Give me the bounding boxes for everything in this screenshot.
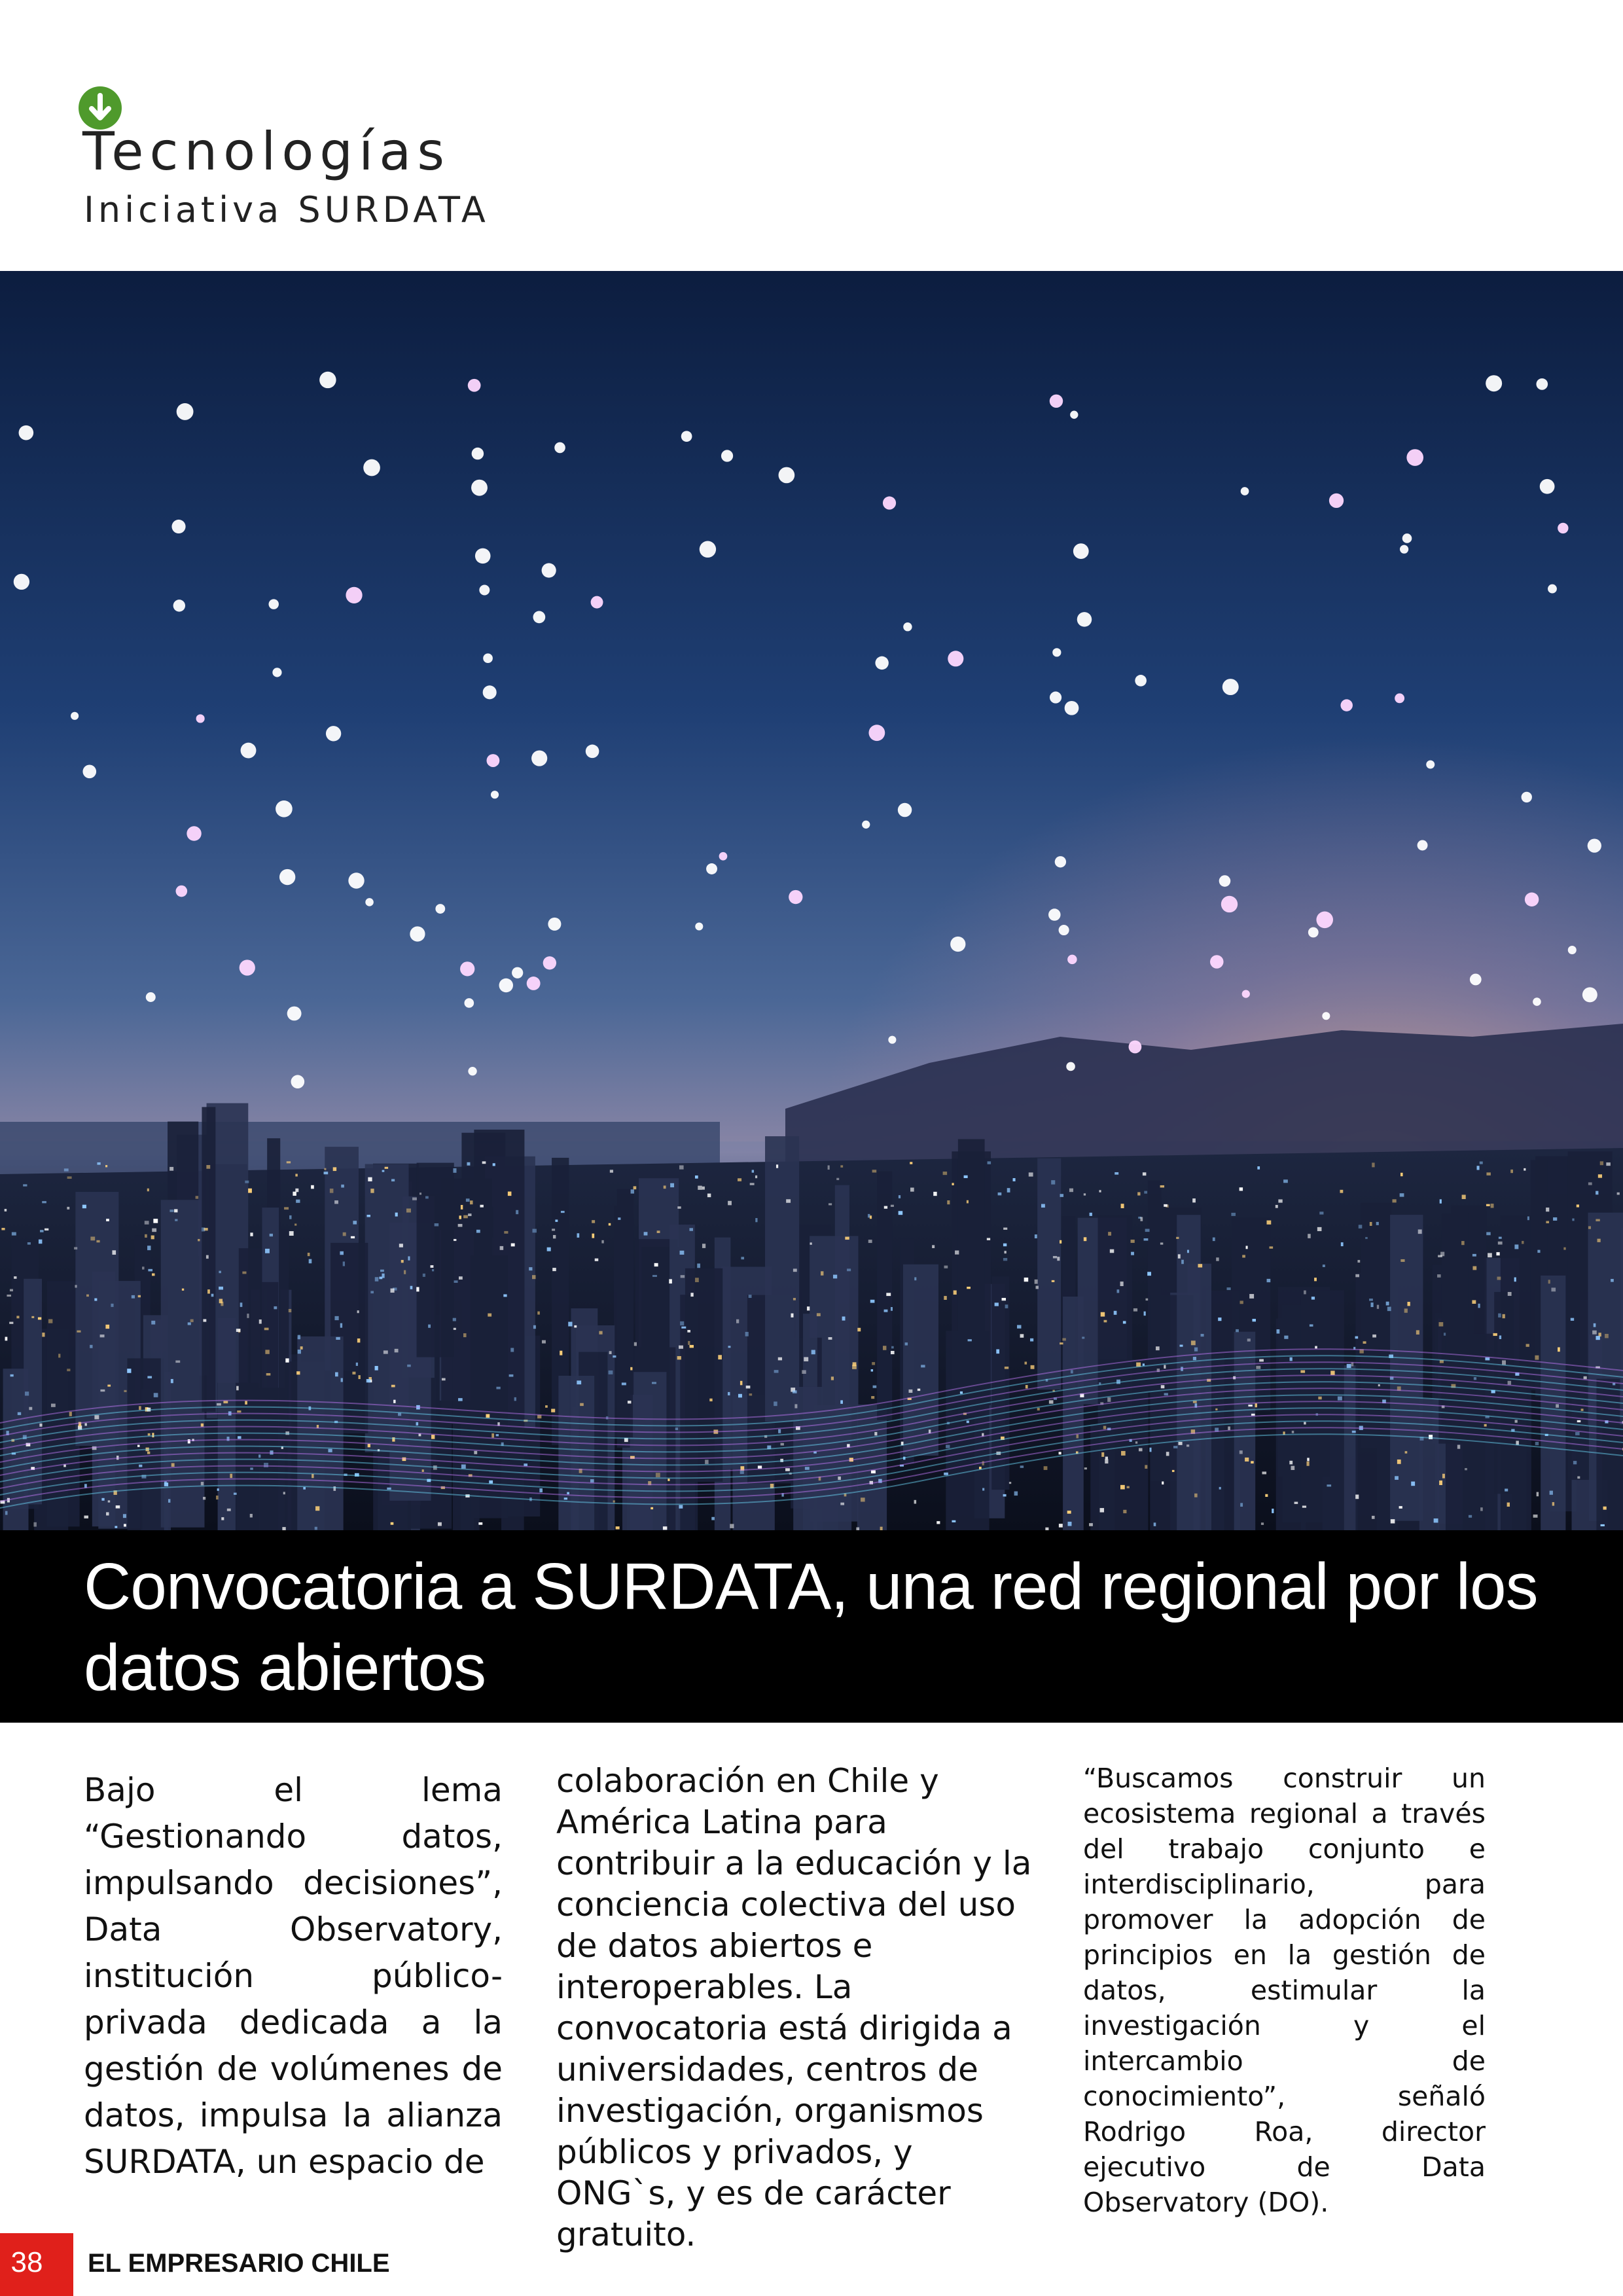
article-column-1: Bajo el lema “Gestionando datos, impulsando decisiones”, Data Observatory, institución público-privada dedicada a la gestión de volúmenes de datos, impulsa la alianza SURDATA, un espacio de (84, 1771, 503, 2181)
article-column-2: colaboración en Chile y América Latina para contribuir a la educación y la conciencia colectiva del uso de datos abiertos e interoperables. La convocatoria está dirigida a universidades, centros de investigación, organismos públicos y privados, y ONG`s, y es de carácter gratuito. (556, 1762, 1032, 2253)
city-data-lights-photo (0, 271, 1623, 1530)
article-headline: Convocatoria a SURDATA, una red regional por los datos abiertos (84, 1550, 1538, 1704)
magazine-name: EL EMPRESARIO CHILE (88, 2249, 390, 2278)
section-subtitle: Iniciativa SURDATA (84, 189, 490, 230)
hero-image (0, 271, 1623, 1530)
section-title: Tecnologías (82, 121, 451, 182)
article-column-3: “Buscamos construir un ecosistema regional a través del trabajo conjunto e interdisciplinario, para promover la adopción de principios en la gestión de datos, estimular la investigación y el intercambio de conocimiento”, señaló Rodrigo Roa, director ejecutivo de Data Observatory (DO). (1083, 1763, 1486, 2218)
page-number: 38 (10, 2246, 43, 2278)
